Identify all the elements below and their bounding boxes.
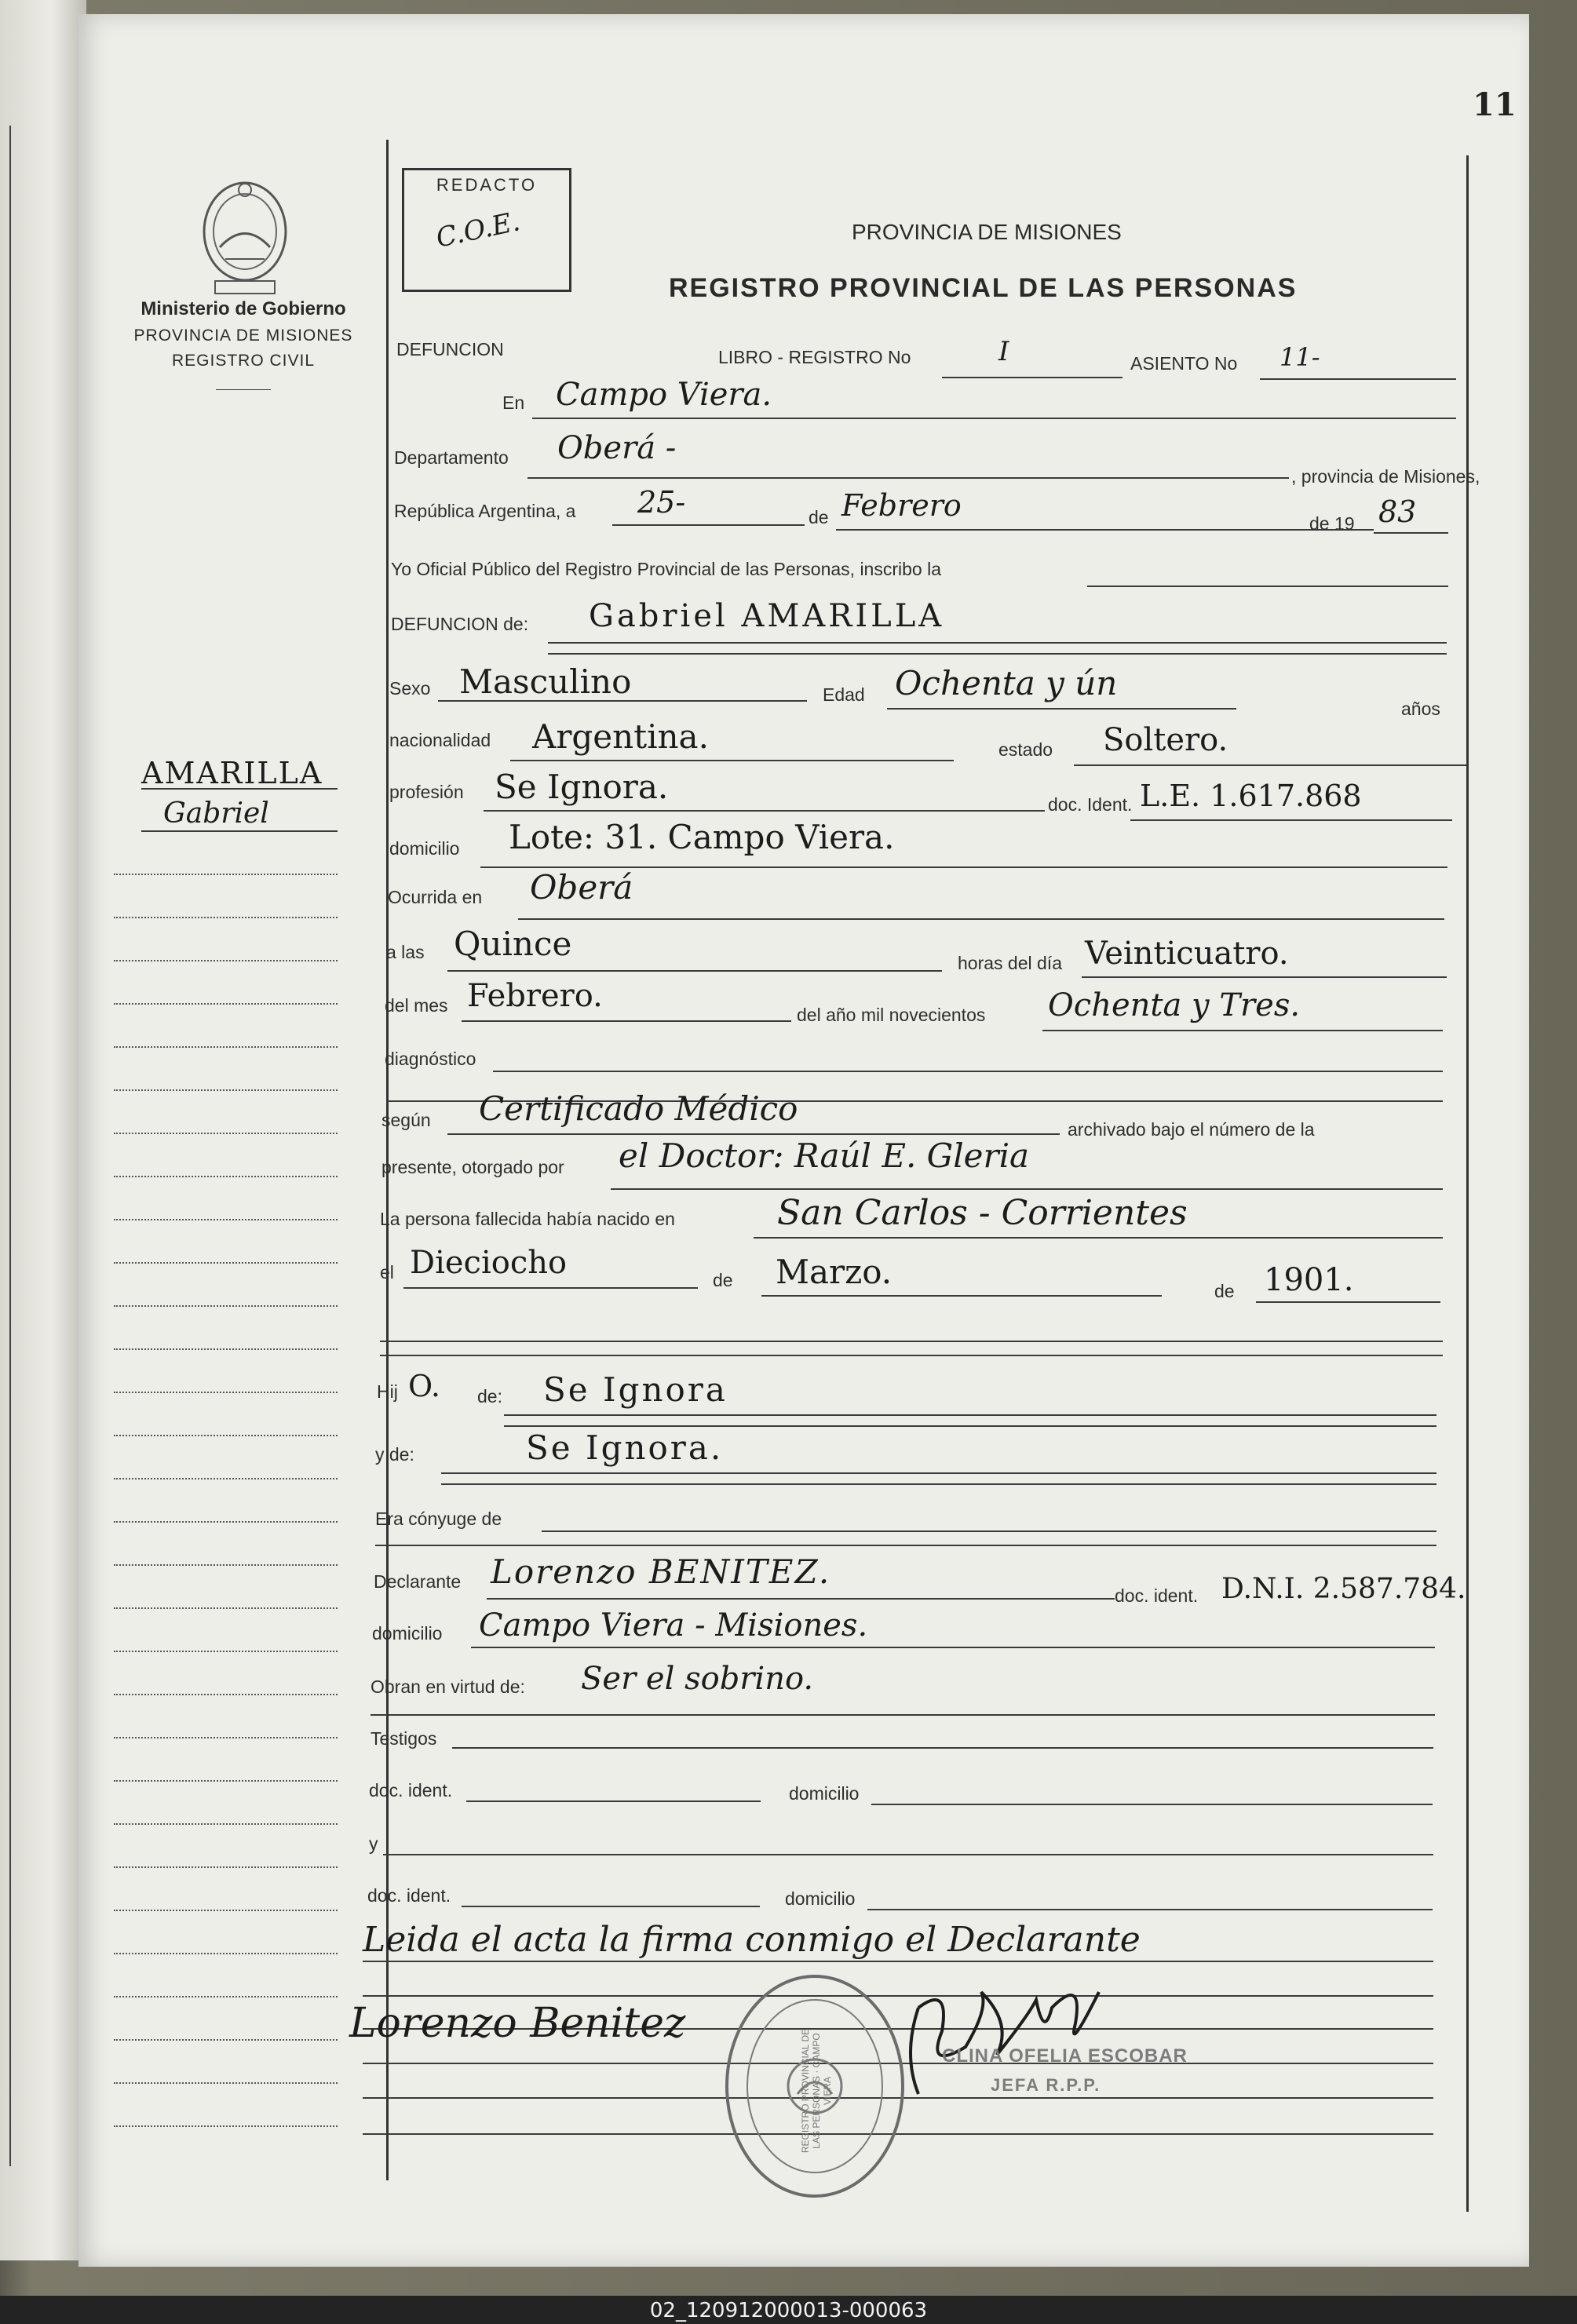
el-label: el xyxy=(380,1262,394,1282)
segun-line xyxy=(447,1133,1060,1135)
redacto-label: REDACTO xyxy=(436,175,538,195)
t-dom-label-1: domicilio xyxy=(789,1783,860,1804)
margin-dotted-line xyxy=(114,1305,338,1307)
domicilio-label: domicilio xyxy=(389,838,460,859)
margin-given-name: Gabriel xyxy=(163,797,269,830)
margin-dotted-line xyxy=(114,874,338,875)
estado-line xyxy=(1074,764,1466,766)
t-dom-label-2: domicilio xyxy=(785,1888,856,1909)
presente-label: presente, otorgado por xyxy=(381,1157,564,1177)
yde-line xyxy=(441,1472,1436,1474)
ministry-label: Ministerio de Gobierno xyxy=(141,298,346,319)
de-label-1: de xyxy=(809,507,829,527)
presente-value: el Doctor: Raúl E. Gleria xyxy=(619,1136,1030,1175)
month-value: Febrero xyxy=(841,488,962,523)
anomil-value: Ochenta y Tres. xyxy=(1048,987,1301,1023)
margin-dotted-line xyxy=(114,2125,338,2127)
testigos-line xyxy=(452,1747,1433,1749)
alas-line xyxy=(447,970,942,972)
defuncion-de-value: Gabriel AMARILLA xyxy=(589,598,945,634)
nacionalidad-value: Argentina. xyxy=(532,717,709,756)
nacionalidad-label: nacionalidad xyxy=(389,730,491,750)
hij-line xyxy=(504,1414,1436,1416)
register-page xyxy=(78,14,1529,2267)
obran-label: Obran en virtud de: xyxy=(371,1676,525,1697)
ocurrida-line xyxy=(518,918,1444,920)
year-prefix: de 19 xyxy=(1309,513,1355,534)
en-label: En xyxy=(502,392,525,413)
year-line xyxy=(1374,532,1448,534)
province-label: PROVINCIA DE MISIONES xyxy=(133,327,353,345)
sexo-value: Masculino xyxy=(459,662,632,701)
margin-dotted-line xyxy=(114,1262,338,1264)
margin-dotted-line xyxy=(114,2082,338,2084)
delmes-label: del mes xyxy=(385,995,448,1016)
horas-value: Veinticuatro. xyxy=(1085,936,1289,972)
anomil-label: del año mil novecientos xyxy=(797,1005,986,1025)
redacto-box xyxy=(402,168,571,292)
en-line xyxy=(532,418,1456,419)
alas-label: a las xyxy=(386,942,425,962)
edad-label: Edad xyxy=(823,684,865,705)
republica-label: República Argentina, a xyxy=(394,501,576,521)
day-line xyxy=(612,524,805,526)
asiento-line xyxy=(1260,378,1456,380)
obran-value: Ser el sobrino. xyxy=(581,1661,814,1697)
birth-year-line xyxy=(1256,1301,1440,1303)
year-value: 83 xyxy=(1378,494,1417,529)
birth-month-line xyxy=(761,1295,1162,1297)
margin-rule xyxy=(141,830,338,832)
margin-dotted-line xyxy=(114,1435,338,1436)
edad-value: Ochenta y ún xyxy=(895,664,1118,702)
decl-dom-value: Campo Viera - Misiones. xyxy=(479,1607,868,1644)
margin-dotted-line xyxy=(114,1823,338,1825)
declarante-label: Declarante xyxy=(374,1571,462,1592)
nacionalidad-line xyxy=(510,760,954,761)
yde-label: y de: xyxy=(375,1444,414,1465)
declarante-signature: Lorenzo Benitez xyxy=(349,2000,686,2047)
left-page-rule xyxy=(9,126,11,2166)
margin-dotted-line xyxy=(114,1953,338,1954)
title-province: PROVINCIA DE MISIONES xyxy=(852,220,1122,244)
alas-value: Quince xyxy=(454,925,572,963)
y-line xyxy=(383,1854,1433,1855)
decl-dom-line xyxy=(471,1647,1435,1648)
conyuge-line xyxy=(542,1530,1436,1532)
margin-dotted-line xyxy=(114,1996,338,1997)
anos-label: años xyxy=(1401,699,1440,719)
horas-label: horas del día xyxy=(958,953,1062,973)
declarante-line xyxy=(487,1598,1115,1600)
el-value: Dieciocho xyxy=(410,1245,568,1281)
oficial-line xyxy=(1087,586,1448,587)
horas-line xyxy=(1082,976,1447,978)
decl-doc-value: D.N.I. 2.587.784. xyxy=(1221,1573,1466,1605)
birth-month: Marzo. xyxy=(776,1253,893,1291)
t-doc-label-1: doc. ident. xyxy=(369,1780,453,1800)
margin-dotted-line xyxy=(114,1607,338,1609)
margin-dotted-line xyxy=(114,1866,338,1868)
margin-rule xyxy=(141,788,338,790)
segun-label: según xyxy=(381,1110,431,1130)
defuncion-line-2 xyxy=(548,653,1447,655)
nacido-value: San Carlos - Corrientes xyxy=(777,1193,1188,1233)
redacto-value: C.O.E. xyxy=(433,206,523,254)
blank-line-2 xyxy=(380,1355,1443,1356)
coat-of-arms-icon xyxy=(198,173,292,298)
margin-dotted-line xyxy=(114,1219,338,1220)
de-label-4: de: xyxy=(477,1386,502,1406)
t-dom-line-1 xyxy=(871,1804,1433,1805)
en-value: Campo Viera. xyxy=(556,377,772,413)
registry-label: REGISTRO CIVIL xyxy=(171,352,316,370)
libro-label: LIBRO - REGISTRO No xyxy=(718,347,911,367)
libro-value: I xyxy=(998,336,1009,367)
t-dom-line-2 xyxy=(867,1909,1433,1910)
asiento-label: ASIENTO No xyxy=(1130,353,1238,374)
yde-line-2 xyxy=(441,1483,1436,1485)
margin-dotted-line xyxy=(114,1348,338,1350)
nacido-line xyxy=(754,1237,1443,1239)
asiento-value: 11- xyxy=(1279,342,1320,372)
margin-dotted-line xyxy=(114,1478,338,1479)
day-value: 25- xyxy=(637,485,686,520)
margin-dotted-line xyxy=(114,917,338,918)
decl-doc-label: doc. ident. xyxy=(1115,1585,1199,1606)
oficial-text: Yo Oficial Público del Registro Provincial de las Personas, inscribo la xyxy=(391,559,941,579)
anomil-line xyxy=(1042,1030,1443,1031)
conyuge-label: Era cónyuge de xyxy=(375,1509,502,1529)
title-registry: REGISTRO PROVINCIAL DE LAS PERSONAS xyxy=(669,273,1298,303)
sexo-line xyxy=(438,700,807,702)
delmes-value: Febrero. xyxy=(467,978,603,1014)
margin-dotted-line xyxy=(114,960,338,961)
docident-line xyxy=(1130,819,1452,821)
provincia-suffix: , provincia de Misiones, xyxy=(1291,466,1480,487)
margin-dotted-line xyxy=(114,1910,338,1911)
delmes-line xyxy=(462,1020,791,1022)
edad-line xyxy=(887,708,1236,710)
header-rule xyxy=(216,389,271,390)
margin-dotted-line xyxy=(114,1392,338,1393)
declarante-value: Lorenzo BENITEZ. xyxy=(491,1552,831,1591)
docident-value: L.E. 1.617.868 xyxy=(1140,779,1362,813)
margin-dotted-line xyxy=(114,1089,338,1091)
margin-dotted-line xyxy=(114,1521,338,1523)
yde-value: Se Ignora. xyxy=(526,1428,724,1467)
hij-value: O. xyxy=(408,1369,441,1403)
ocurrida-label: Ocurrida en xyxy=(388,887,483,907)
diagnostico-line xyxy=(493,1071,1443,1072)
left-page-edge xyxy=(0,0,86,2260)
testigos-label: Testigos xyxy=(371,1728,437,1749)
de-label-2: de xyxy=(713,1270,733,1290)
defuncion-line xyxy=(548,642,1447,644)
depto-line xyxy=(527,477,1289,479)
margin-dotted-line xyxy=(114,1046,338,1048)
hij-line-2 xyxy=(504,1425,1436,1427)
profesion-value: Se Ignora. xyxy=(495,768,669,806)
birth-year: 1901. xyxy=(1264,1262,1354,1298)
margin-dotted-line xyxy=(114,1651,338,1652)
t-doc-label-2: doc. ident. xyxy=(367,1885,451,1906)
hij-de-value: Se Ignora xyxy=(543,1370,728,1409)
page-number: 11 xyxy=(1473,86,1517,123)
ocurrida-value: Oberá xyxy=(530,868,633,907)
de-label-3: de xyxy=(1214,1281,1235,1301)
estado-label: estado xyxy=(998,739,1053,760)
y-label: y xyxy=(369,1833,378,1854)
month-line xyxy=(836,529,1374,531)
sexo-label: Sexo xyxy=(389,678,431,699)
t-doc-line-1 xyxy=(466,1800,761,1802)
obran-line-2 xyxy=(371,1714,1435,1716)
official-stamp-name: CLINA OFELIA ESCOBAR xyxy=(942,2045,1188,2067)
main-right-rule xyxy=(1466,155,1469,2212)
closing-text: Leida el acta la firma conmigo el Declarante xyxy=(363,1920,1141,1960)
image-caption: 02_120912000013-000063 xyxy=(649,2299,928,2322)
official-stamp-title: JEFA R.P.P. xyxy=(991,2075,1101,2095)
margin-dotted-line xyxy=(114,1694,338,1695)
round-seal-text: REGISTRO PROVINCIAL DE LAS PERSONAS · CAMPO VIERA xyxy=(800,2028,833,2154)
margin-dotted-line xyxy=(114,1003,338,1005)
archivado-label: archivado bajo el número de la xyxy=(1068,1119,1315,1140)
margin-dotted-line xyxy=(114,1564,338,1566)
margin-dotted-line xyxy=(114,1780,338,1782)
defuncion-de-label: DEFUNCION de: xyxy=(391,614,529,634)
diagnostico-label: diagnóstico xyxy=(385,1049,476,1069)
docident-label: doc. Ident. xyxy=(1048,794,1133,815)
estado-value: Soltero. xyxy=(1103,722,1228,758)
form-type-label: DEFUNCION xyxy=(396,339,504,359)
decl-dom-label: domicilio xyxy=(372,1623,443,1644)
margin-dotted-line xyxy=(114,2039,338,2041)
margin-dotted-line xyxy=(114,1133,338,1134)
hij-label: Hij xyxy=(377,1381,398,1402)
depto-label: Departamento xyxy=(394,447,509,468)
margin-dotted-line xyxy=(114,1737,338,1738)
profesion-label: profesión xyxy=(389,782,464,802)
conyuge-line-2 xyxy=(375,1545,1436,1546)
nacido-label: La persona fallecida había nacido en xyxy=(380,1209,675,1229)
domicilio-value: Lote: 31. Campo Viera. xyxy=(509,818,895,856)
blank-line xyxy=(380,1341,1443,1342)
segun-value: Certificado Médico xyxy=(479,1089,798,1128)
margin-surname: AMARILLA xyxy=(141,756,323,790)
libro-line xyxy=(942,377,1123,378)
t-doc-line-2 xyxy=(462,1906,760,1907)
margin-dotted-line xyxy=(114,1176,338,1177)
depto-value: Oberá - xyxy=(557,430,677,466)
presente-line xyxy=(611,1188,1443,1190)
profesion-line xyxy=(484,810,1045,812)
el-line xyxy=(403,1287,698,1289)
